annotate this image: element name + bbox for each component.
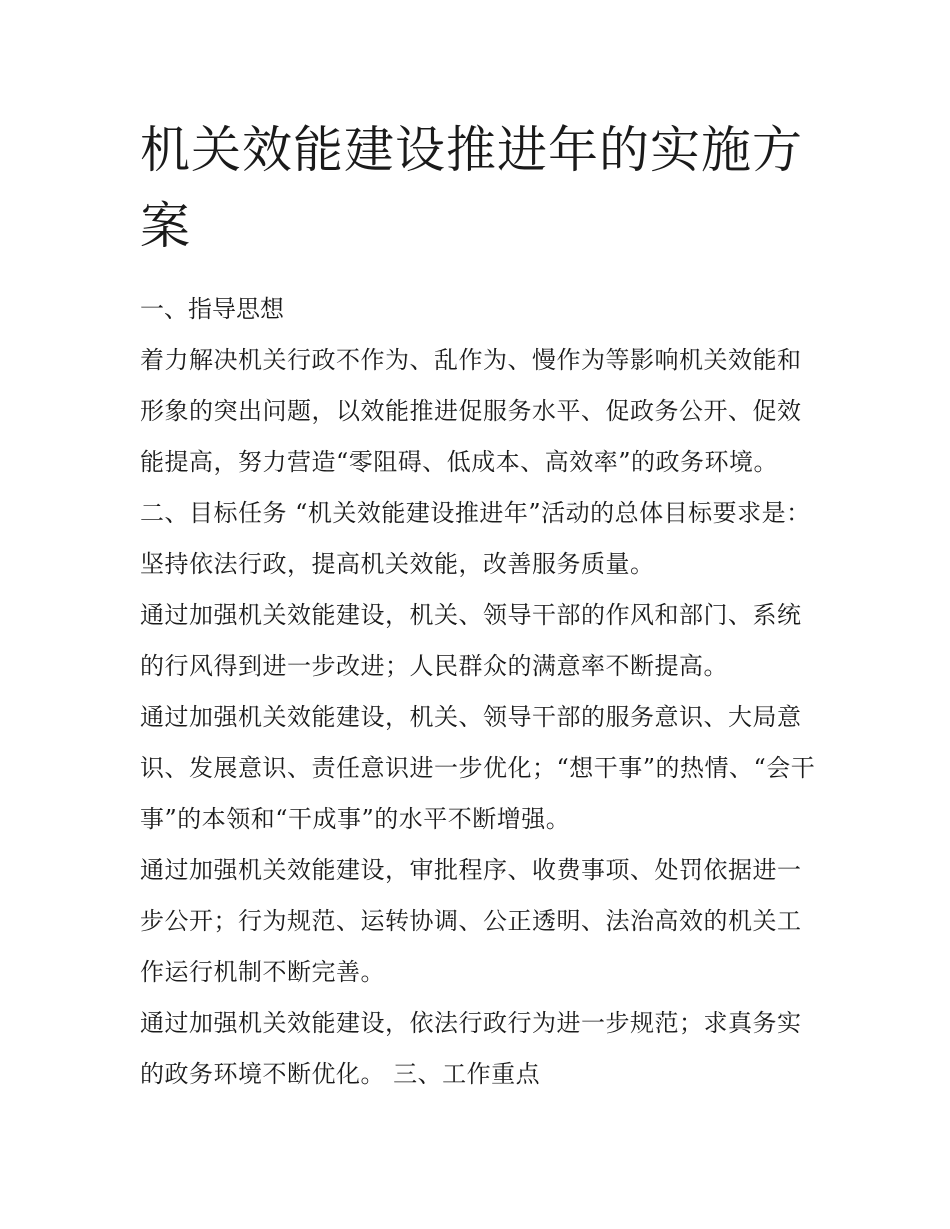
paragraph-goals: 二、目标任务 “机关效能建设推进年”活动的总体目标要求是：坚持依法行政，提高机关效能，改善服务质量。 <box>140 499 811 578</box>
document-title: 机关效能建设推进年的实施方案 <box>140 121 803 255</box>
paragraph-rule-of-law: 通过加强机关效能建设，依法行政行为进一步规范；求真务实的政务环境不断优化。 三、工作重点 <box>140 1009 802 1088</box>
paragraph-openness: 通过加强机关效能建设，审批程序、收费事项、处罚依据进一步公开；行为规范、运转协调、公正透明、法治高效的机关工作运行机制不断完善。 <box>140 856 802 986</box>
section-heading-guiding-thought: 一、指导思想 <box>140 295 284 323</box>
document-body <box>140 112 820 1100</box>
paragraph-guiding-thought: 着力解决机关行政不作为、乱作为、慢作为等影响机关效能和形象的突出问题，以效能推进促服务水平、促政务公开、促效能提高，努力营造“零阻碍、低成本、高效率”的政务环境。 <box>140 346 802 476</box>
paragraph-awareness: 通过加强机关效能建设，机关、领导干部的服务意识、大局意识、发展意识、责任意识进一步优化；“想干事”的热情、“会干事”的本领和“干成事”的水平不断增强。 <box>140 703 816 833</box>
paragraph-style-improvement: 通过加强机关效能建设，机关、领导干部的作风和部门、系统的行风得到进一步改进；人民群众的满意率不断提高。 <box>140 601 802 680</box>
